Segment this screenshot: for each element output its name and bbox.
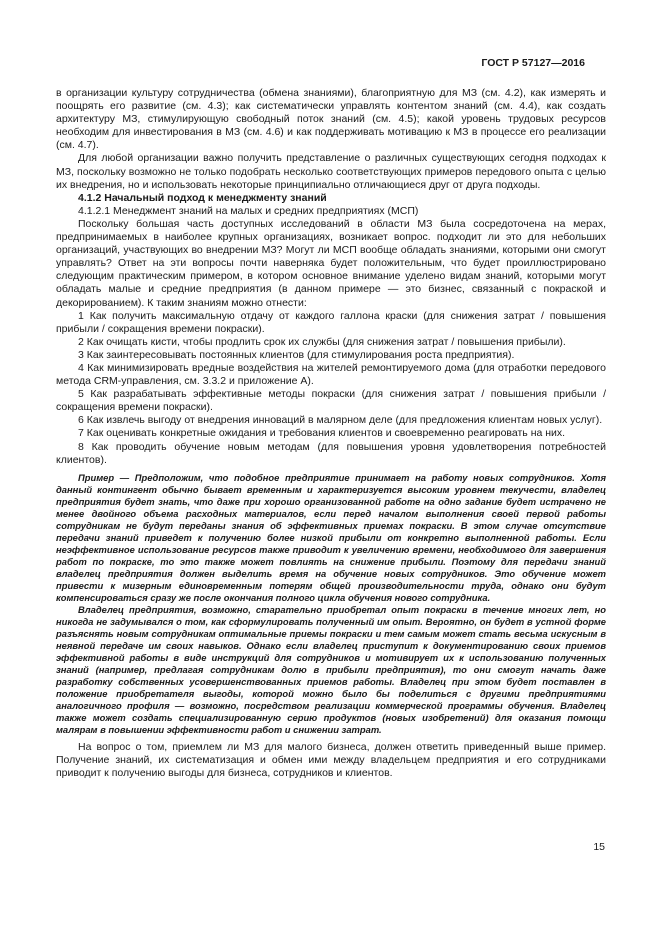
- example-paragraph: Пример — Предположим, что подобное предприятие принимает на работу новых сотрудников. Хотя данный контингент обычно бывает временным и характеризуется высоким уровнем текучести, владелец предприятия будет знать, что даже при хорошо организованной работе на одно задание будет истрачено не менее двойного объема расходных материалов, если перед началом выполнения своей первой работы сотрудникам не будут переданы знания об эффективных приемах покраски. В этом случае отсутствие передачи знаний приведет к получению более низкой прибыли от конкретно выполненной работы. Если неэффективное использование ресурсов также приводит к увеличению времени, необходимого для завершения работ по покраске, то это также может повлиять на снижение прибыли. Поэтому для передачи знаний владелец предприятия должен выделить время на обучение новых сотрудников. Это обучение может привести к мизерным единовременным потерям общей производительности труда, однако они будут компенсироваться сразу же после окончания полного цикла обучения нового сотрудника.: [56, 471, 606, 603]
- subsection-heading: 4.1.2.1 Менеджмент знаний на малых и средних предприятиях (МСП): [78, 204, 419, 217]
- paragraph-sme: Поскольку большая часть доступных исследований в области МЗ была сосредоточена на мерах, предпринимаемых в наиболее крупных организациях, возникает вопрос. подходит ли это для небольших организаций, участвующих во внедрении МЗ? Могут ли МСП вообще обладать знаниями, которыми они смогут управлять? Ответ на эти вопросы почти наверняка будет положительным, что будет проиллюстрировано следующим практическим примером, в котором основное внимание уделено видам знаний, которыми могут обладать малые и средние предприятия (в данном примере — это бизнес, связанный с покраской и декорированием). К таким знаниям можно отнести:: [56, 217, 606, 309]
- example-paragraph: Владелец предприятия, возможно, старательно приобретал опыт покраски в течение многих лет, но никогда не задумывался о том, как сформулировать полученный им опыт. Вероятно, он будет в устной форме разъяснять новым сотрудникам оптимальные приемы покраски и тем самым может стать весьма искусным в неявной передаче им своих навыков. Однако если владелец приступит к документированию своих приемов эффективной работы в виде инструкций для сотрудников и мотивирует их к использованию полученных знаний (например, предлагая сотрудникам долю в прибыли предприятия), то они смогут начать даже разработку собственных усовершенствованных приемов работы. Владелец при этом будет поставлен в положение приобретателя выгоды, которой можно было бы поделиться с другими предприятиями аналогичного профиля — возможно, посредством реализации коммерческой программы обучения. Владелец также может создать специализированную серию продуктов (новых изобретений) для оказания помощи малярам в повышении эффективности работ и снижении затрат.: [56, 603, 606, 735]
- document-body: [56, 87, 606, 780]
- list-item: 8 Как проводить обучение новым методам (для повышения уровня удовлетворения потребностей клиентов).: [56, 440, 606, 466]
- section-heading: 4.1.2 Начальный подход к менеджменту знаний: [78, 191, 327, 204]
- list-item: 4 Как минимизировать вредные воздействия на жителей ремонтируемого дома (для отработки передового метода CRM-управления, см. 3.3.2 и приложение А).: [56, 361, 606, 388]
- page-number: 15: [593, 841, 605, 853]
- paragraph-approaches: Для любой организации важно получить представление о различных существующих сегодня подходах к МЗ, поскольку возможно не только подобрать несколько соответствующих примеров передового опыта с целью их внедрения, но и использовать некоторые принципиально отличающиеся друг от друга подходы.: [56, 152, 606, 191]
- list-item: 1 Как получить максимальную отдачу от каждого галлона краски (для снижения затрат / повышения прибыли / сокращения времени покраски).: [56, 309, 606, 335]
- page-header: ГОСТ Р 57127—2016: [481, 57, 585, 69]
- list-item: 3 Как заинтересовывать постоянных клиентов (для стимулирования роста предприятия).: [78, 348, 515, 361]
- list-item: 5 Как разрабатывать эффективные методы покраски (для снижения затрат / повышения прибыли / сокращения времени покраски).: [56, 388, 606, 414]
- list-item: 2 Как очищать кисти, чтобы продлить срок их службы (для снижения затрат / повышения прибыли).: [78, 335, 566, 348]
- list-item: 7 Как оценивать конкретные ожидания и требования клиентов и своевременно реагировать на них.: [78, 427, 566, 440]
- paragraph-conclusion: На вопрос о том, приемлем ли МЗ для малого бизнеса, должен ответить приведенный выше пример. Получение знаний, их систематизация и обмен ими между владельцем предприятия и его сотрудниками приводит к получению выгоды для бизнеса, сотрудников и клиентов.: [56, 740, 606, 779]
- list-item: 6 Как извлечь выгоду от внедрения инноваций в малярном деле (для предложения клиентам новых услуг).: [78, 414, 603, 427]
- paragraph-continuation: в организации культуру сотрудничества (обмена знаниями), благоприятную для МЗ (см. 4.2), как измерять и поощрять его развитие (см. 4.3); как систематически управлять контентом знаний (см. 4.4), как создать архитектуру МЗ, стимулирующую свободный поток знаний (см. 4.5); какой уровень трудовых ресурсов необходим для инвестирования в МЗ (см. 4.6) и как поддерживать мотивацию к МЗ в процессе его реализации (см. 4.7).: [56, 87, 606, 152]
